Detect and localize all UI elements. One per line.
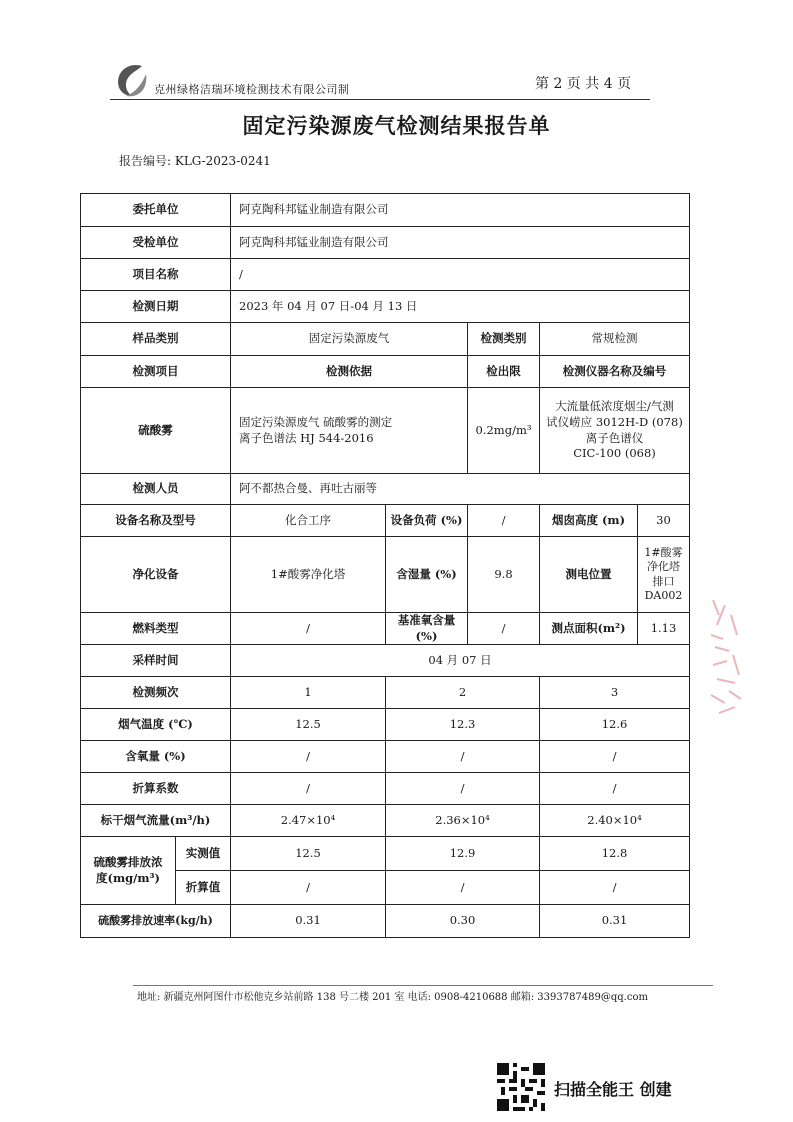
instrument-line-4: CIC-100 (068) [573, 446, 656, 461]
row-oxygen [81, 741, 690, 773]
value-sample-type: 固定污染源废气 [231, 323, 468, 356]
row-project [81, 259, 690, 291]
company-logo [112, 60, 154, 100]
value-ref-oxygen: / [468, 613, 540, 645]
frequency-3: 3 [540, 677, 690, 709]
label-oxygen: 含氧量 (%) [81, 741, 231, 773]
basis-line-2: 离子色谱法 HJ 544-2016 [239, 430, 374, 445]
value-sample-time: 04 月 07 日 [231, 645, 690, 677]
converted-3: / [540, 871, 690, 905]
value-inspected: 阿克陶科邦锰业制造有限公司 [231, 227, 690, 259]
label-basis: 检测依据 [231, 356, 468, 388]
row-item-values [81, 388, 690, 474]
label-client: 委托单位 [81, 194, 231, 227]
row-sample-type [81, 323, 690, 356]
value-point-pos [638, 537, 690, 613]
label-sample-type: 样品类别 [81, 323, 231, 356]
label-emission-rate: 硫酸雾排放速率(kg/h) [81, 905, 231, 938]
label-converted: 折算值 [176, 871, 231, 905]
row-emission-rate [81, 905, 690, 938]
point-pos-line-4: DA002 [644, 588, 683, 602]
emission-conc-line-1: 硫酸雾排放浓 [93, 855, 163, 870]
emission-rate-2: 0.30 [386, 905, 540, 938]
value-personnel: 阿不都热合曼、再吐古丽等 [231, 474, 690, 505]
emission-rate-3: 0.31 [540, 905, 690, 938]
value-point-area: 1.13 [638, 613, 690, 645]
label-frequency: 检测频次 [81, 677, 231, 709]
header-divider [110, 99, 650, 100]
label-flow: 标干烟气流量(m³/h) [81, 805, 231, 837]
qr-code-icon [497, 1063, 545, 1111]
label-equip-name: 设备名称及型号 [81, 505, 231, 537]
instrument-line-3: 离子色谱仪 [585, 430, 644, 445]
measured-2: 12.9 [386, 837, 540, 871]
label-flue-temp: 烟气温度 (℃) [81, 709, 231, 741]
row-flow [81, 805, 690, 837]
footer-divider [133, 985, 713, 986]
row-personnel [81, 474, 690, 505]
flow-1: 2.47×10⁴ [231, 805, 386, 837]
label-personnel: 检测人员 [81, 474, 231, 505]
stamp-mark [705, 595, 745, 725]
flow-2: 2.36×10⁴ [386, 805, 540, 837]
flue-temp-3: 12.6 [540, 709, 690, 741]
label-date: 检测日期 [81, 291, 231, 323]
value-limit: 0.2mg/m³ [468, 388, 540, 474]
point-pos-line-2: 净化塔 [647, 560, 680, 574]
factor-3: / [540, 773, 690, 805]
row-measured [81, 837, 690, 871]
flow-3: 2.40×10⁴ [540, 805, 690, 837]
value-fuel: / [231, 613, 386, 645]
scanner-watermark: 扫描全能王 创建 [554, 1080, 672, 1099]
label-emission-conc [81, 837, 176, 905]
emission-conc-line-2: 度(mg/m³) [96, 870, 160, 885]
value-item: 硫酸雾 [81, 388, 231, 474]
value-project: / [231, 259, 690, 291]
label-point-area: 测点面积(m²) [540, 613, 638, 645]
label-factor: 折算系数 [81, 773, 231, 805]
row-factor [81, 773, 690, 805]
label-load: 设备负荷 (%) [386, 505, 468, 537]
value-load: / [468, 505, 540, 537]
measured-1: 12.5 [231, 837, 386, 871]
row-flue-temp [81, 709, 690, 741]
row-client [81, 194, 690, 227]
flue-temp-1: 12.5 [231, 709, 386, 741]
label-project: 项目名称 [81, 259, 231, 291]
row-fuel [81, 613, 690, 645]
measured-3: 12.8 [540, 837, 690, 871]
label-item: 检测项目 [81, 356, 231, 388]
label-limit: 检出限 [468, 356, 540, 388]
oxygen-2: / [386, 741, 540, 773]
label-moisture: 含湿量 (%) [386, 537, 468, 613]
label-ref-oxygen: 基准氧含量(%) [386, 613, 468, 645]
basis-line-1: 固定污染源废气 硫酸雾的测定 [239, 414, 393, 429]
instrument-line-1: 大流量低浓度烟尘/气测 [555, 399, 674, 414]
row-purify [81, 537, 690, 613]
row-frequency [81, 677, 690, 709]
label-chimney: 烟囱高度 (m) [540, 505, 638, 537]
label-fuel: 燃料类型 [81, 613, 231, 645]
results-table [80, 193, 690, 938]
converted-2: / [386, 871, 540, 905]
value-chimney: 30 [638, 505, 690, 537]
document-title: 固定污染源废气检测结果报告单 [242, 113, 551, 138]
value-detect-type: 常规检测 [540, 323, 690, 356]
factor-1: / [231, 773, 386, 805]
value-instrument [540, 388, 690, 474]
row-inspected [81, 227, 690, 259]
row-equipment [81, 505, 690, 537]
emission-rate-1: 0.31 [231, 905, 386, 938]
value-moisture: 9.8 [468, 537, 540, 613]
value-equip-name: 化合工序 [231, 505, 386, 537]
page-number: 第 2 页 共 4 页 [535, 76, 632, 92]
instrument-line-2: 试仪崂应 3012H-D (078) [546, 414, 683, 429]
report-number: 报告编号: KLG-2023-0241 [119, 154, 271, 168]
label-inspected: 受检单位 [81, 227, 231, 259]
footer-contact: 地址: 新疆克州阿图什市松他克乡站前路 138 号二楼 201 室 电话: 0908-4210688 邮箱: 3393787489@qq.com [137, 992, 648, 1003]
row-item-header [81, 356, 690, 388]
label-sample-time: 采样时间 [81, 645, 231, 677]
label-measured: 实测值 [176, 837, 231, 871]
flue-temp-2: 12.3 [386, 709, 540, 741]
value-basis [231, 388, 468, 474]
row-sample-time [81, 645, 690, 677]
frequency-1: 1 [231, 677, 386, 709]
frequency-2: 2 [386, 677, 540, 709]
value-purify: 1#酸雾净化塔 [231, 537, 386, 613]
value-client: 阿克陶科邦锰业制造有限公司 [231, 194, 690, 227]
point-pos-line-1: 1#酸雾 [644, 545, 683, 559]
oxygen-1: / [231, 741, 386, 773]
label-detect-type: 检测类别 [468, 323, 540, 356]
label-purify: 净化设备 [81, 537, 231, 613]
label-instrument: 检测仪器名称及编号 [540, 356, 690, 388]
oxygen-3: / [540, 741, 690, 773]
value-date: 2023 年 04 月 07 日-04 月 13 日 [231, 291, 690, 323]
converted-1: / [231, 871, 386, 905]
header-company: 克州绿格洁瑞环境检测技术有限公司制 [154, 83, 350, 96]
row-date [81, 291, 690, 323]
factor-2: / [386, 773, 540, 805]
label-point-pos: 测电位置 [540, 537, 638, 613]
point-pos-line-3: 排口 [652, 574, 675, 588]
